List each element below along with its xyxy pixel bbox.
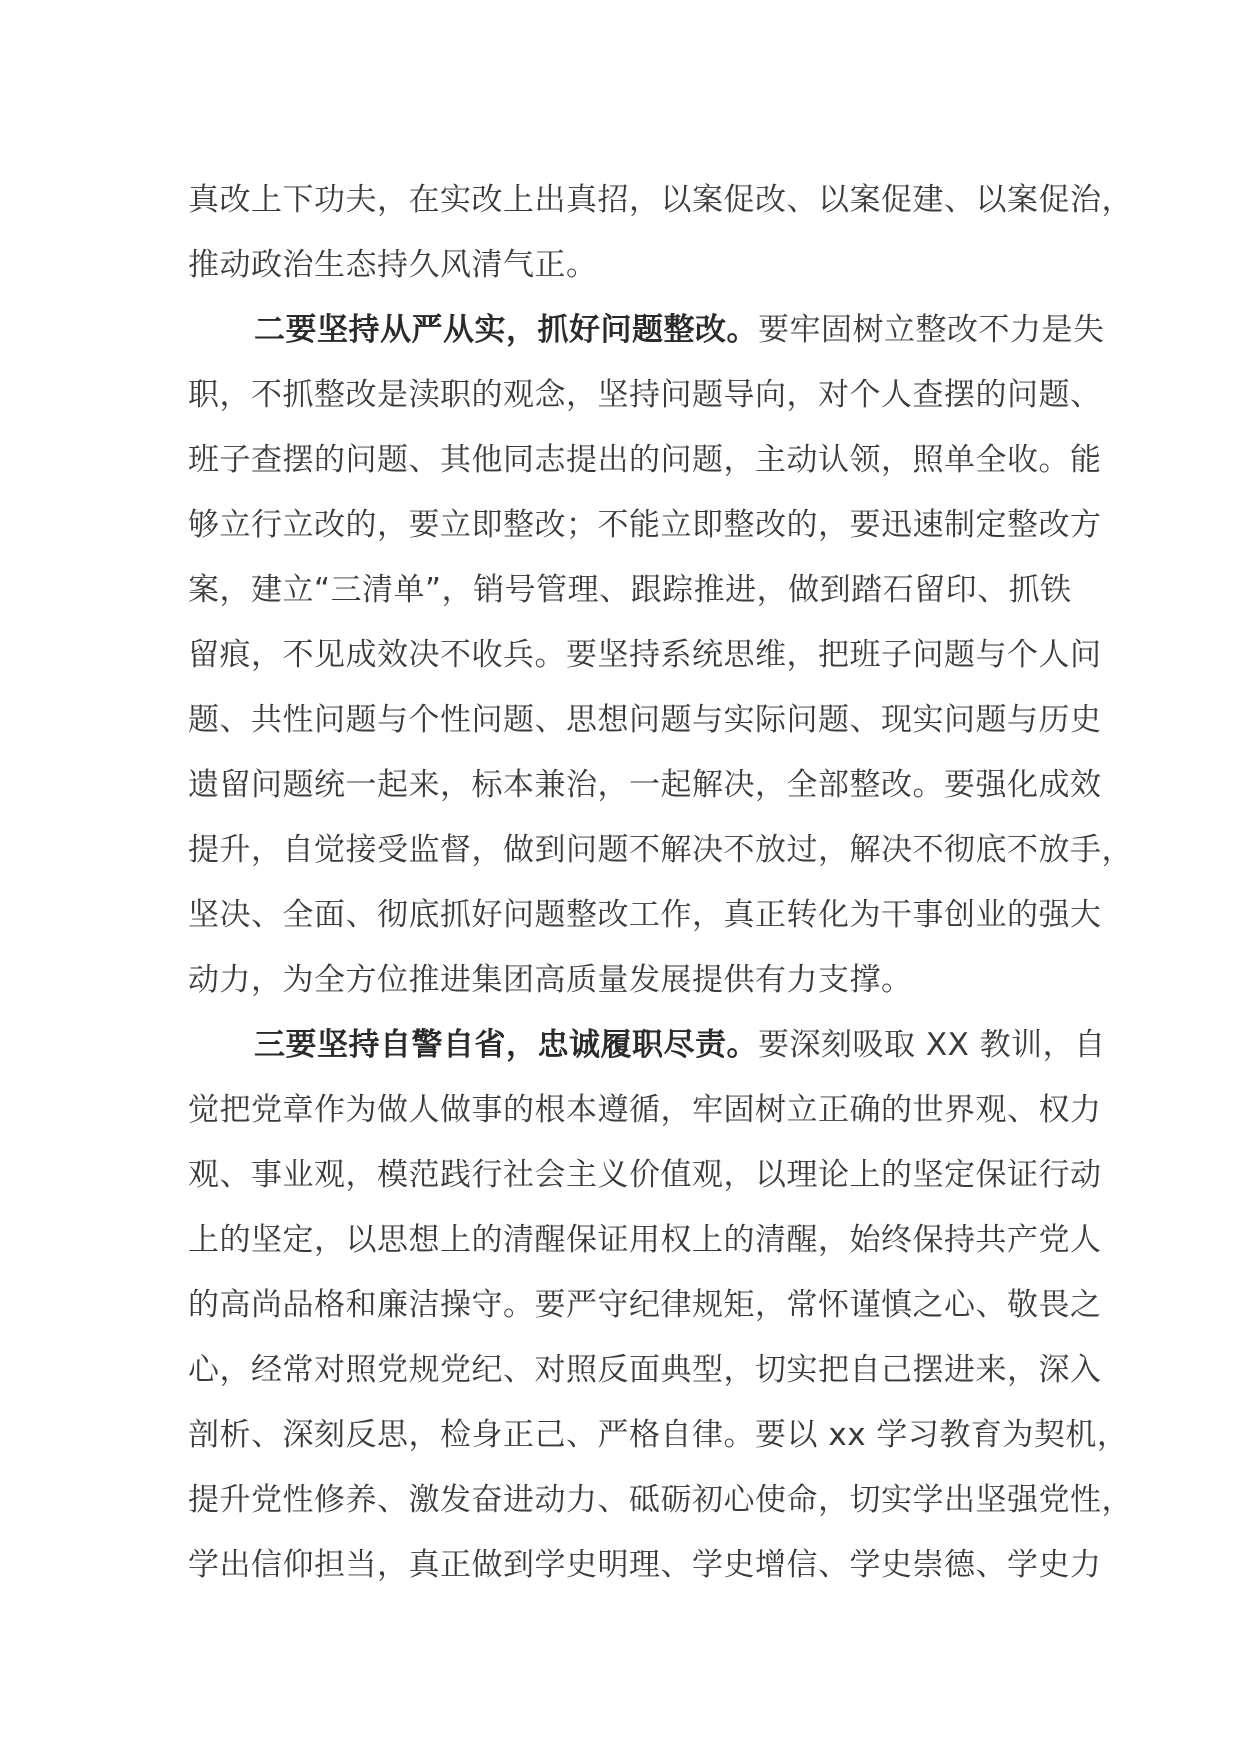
text-line: 观、事业观，模范践行社会主义价值观，以理论上的坚定保证行动 [188, 1157, 1102, 1193]
text-line: 提升党性修养、激发奋进动力、砥砺初心使命，切实学出坚强党性， [188, 1482, 1133, 1518]
paragraph-heading: 二要坚持从严从实，抓好问题整改。 [254, 312, 758, 348]
text-line: 真改上下功夫，在实改上出真招，以案促改、以案促建、以案促治， [188, 182, 1133, 218]
text-line: 遗留问题统一起来，标本兼治，一起解决，全部整改。要强化成效 [188, 767, 1102, 803]
text-run: 要牢固树立整改不力是失 [758, 312, 1105, 348]
text-line: 觉把党章作为做人做事的根本遵循，牢固树立正确的世界观、权力 [188, 1092, 1102, 1128]
paragraph-continuation [188, 168, 1133, 298]
text-line: 动力，为全方位推进集团高质量发展提供有力支撑。 [188, 962, 913, 998]
text-line: 推动政治生态持久风清气正。 [188, 247, 598, 283]
text-line: 班子查摆的问题、其他同志提出的问题，主动认领，照单全收。能 [188, 442, 1102, 478]
paragraph-rectification [188, 298, 1133, 1013]
paragraph-first-line [188, 1013, 1106, 1078]
document-page [188, 168, 1133, 1598]
text-line: 题、共性问题与个性问题、思想问题与实际问题、现实问题与历史 [188, 702, 1102, 738]
text-run: 要深刻吸取 XX 教训，自 [758, 1027, 1106, 1063]
paragraph-first-line [188, 298, 1105, 363]
text-line: 学出信仰担当，真正做到学史明理、学史增信、学史崇德、学史力 [188, 1547, 1102, 1583]
text-line: 的高尚品格和廉洁操守。要严守纪律规矩，常怀谨慎之心、敬畏之 [188, 1287, 1102, 1323]
text-line: 提升，自觉接受监督，做到问题不解决不放过，解决不彻底不放手， [188, 832, 1133, 868]
text-line: 坚决、全面、彻底抓好问题整改工作，真正转化为干事创业的强大 [188, 897, 1102, 933]
paragraph-heading: 三要坚持自警自省，忠诚履职尽责。 [254, 1027, 758, 1063]
text-line: 剖析、深刻反思，检身正己、严格自律。要以 xx 学习教育为契机， [188, 1417, 1129, 1453]
text-line: 心，经常对照党规党纪、对照反面典型，切实把自己摆进来，深入 [188, 1352, 1102, 1388]
text-line: 上的坚定，以思想上的清醒保证用权上的清醒，始终保持共产党人 [188, 1222, 1102, 1258]
paragraph-self-discipline [188, 1013, 1133, 1598]
text-line: 案，建立“三清单”，销号管理、跟踪推进，做到踏石留印、抓铁 [188, 572, 1072, 608]
text-line: 留痕，不见成效决不收兵。要坚持系统思维，把班子问题与个人问 [188, 637, 1102, 673]
text-line: 够立行立改的，要立即整改；不能立即整改的，要迅速制定整改方 [188, 507, 1102, 543]
text-line: 职，不抓整改是渎职的观念，坚持问题导向，对个人查摆的问题、 [188, 377, 1102, 413]
